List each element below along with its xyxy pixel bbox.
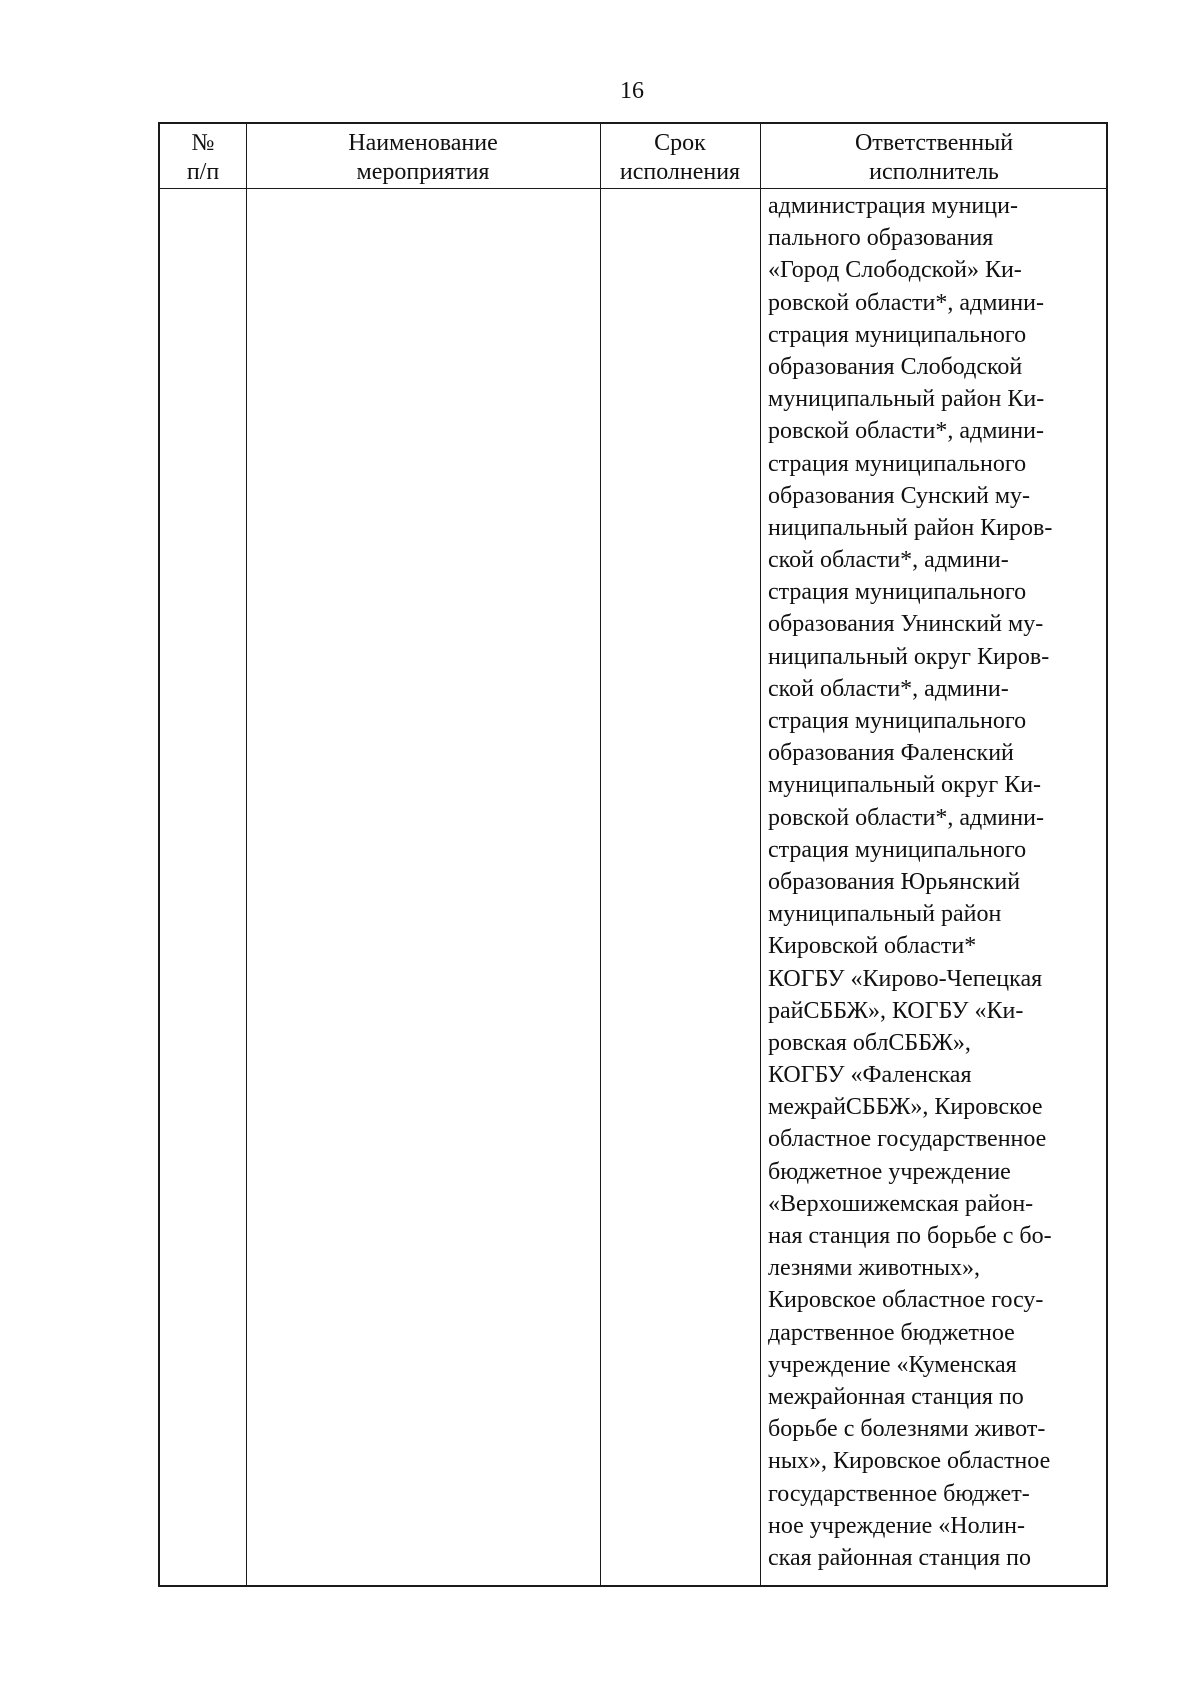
header-deadline-line-1: Срок xyxy=(654,130,706,156)
responsible-text-line: муниципальный район Ки- xyxy=(768,386,1045,413)
responsible-text-line: муниципальный район xyxy=(768,901,1002,928)
header-number-line-2: п/п xyxy=(186,159,220,185)
header-name-line-2: мероприятия xyxy=(356,159,490,185)
responsible-text-line: дарственное бюджетное xyxy=(768,1319,1015,1346)
responsible-text-line: ное учреждение «Нолин- xyxy=(768,1512,1025,1539)
header-divider xyxy=(160,188,1106,189)
responsible-text-line: образования Сунский му- xyxy=(768,482,1031,509)
responsible-text-line: образования Унинский му- xyxy=(768,611,1044,638)
responsible-text-line: ровской области*, админи- xyxy=(768,804,1044,831)
responsible-text-line: ниципальный район Киров- xyxy=(768,514,1053,541)
column-divider-number xyxy=(246,124,247,1585)
responsible-text-line: ровской области*, админи- xyxy=(768,418,1044,445)
responsible-text-line: страция муниципального xyxy=(768,836,1027,863)
responsible-text-line: райСББЖ», КОГБУ «Ки- xyxy=(768,997,1024,1024)
responsible-text-line: Кировской области* xyxy=(768,933,977,960)
responsible-text-line: областное государственное xyxy=(768,1126,1047,1153)
header-responsible-line-1: Ответственный xyxy=(854,130,1014,156)
header-deadline xyxy=(600,128,760,188)
responsible-text-line: пального образования xyxy=(768,225,994,252)
responsible-cell xyxy=(768,190,1106,1574)
responsible-text-line: бюджетное учреждение xyxy=(768,1158,1011,1185)
responsible-text-line: лезнями животных», xyxy=(768,1255,981,1282)
responsible-text-line: страция муниципального xyxy=(768,450,1027,477)
responsible-text-line: ской области*, админи- xyxy=(768,675,1009,702)
responsible-text-line: государственное бюджет- xyxy=(768,1480,1030,1507)
responsible-text-line: образования Юрьянский xyxy=(768,868,1021,895)
column-divider-deadline xyxy=(760,124,761,1585)
responsible-text-line: «Верхошижемская район- xyxy=(768,1190,1034,1217)
header-name xyxy=(246,128,600,188)
responsible-text-line: страция муниципального xyxy=(768,321,1027,348)
responsible-text-line: страция муниципального xyxy=(768,579,1027,606)
responsible-text-line: ровская облСББЖ», xyxy=(768,1029,971,1056)
header-responsible-line-2: исполнитель xyxy=(869,159,999,185)
responsible-text-line: ской области*, админи- xyxy=(768,547,1009,574)
responsible-text-line: образования Слободской xyxy=(768,353,1023,380)
responsible-text-line: ных», Кировское областное xyxy=(768,1448,1051,1475)
responsible-text-line: ская районная станция по xyxy=(768,1544,1032,1571)
responsible-text-line: КОГБУ «Фаленская xyxy=(768,1062,972,1089)
responsible-text-line: муниципальный округ Ки- xyxy=(768,772,1042,799)
responsible-text-line: ная станция по борьбе с бо- xyxy=(768,1223,1052,1249)
responsible-text-line: борьбе с болезнями живот- xyxy=(768,1416,1046,1443)
responsible-text-line: образования Фаленский xyxy=(768,740,1014,767)
header-name-line-1: Наименование xyxy=(348,130,498,156)
responsible-text-line: КОГБУ «Кирово-Чепецкая xyxy=(768,965,1043,992)
responsible-text-line: межрайонная станция по xyxy=(768,1383,1024,1410)
column-divider-name xyxy=(600,124,601,1585)
header-number-line-1: № xyxy=(191,130,215,156)
header-deadline-line-2: исполнения xyxy=(619,159,741,185)
responsible-text-line: межрайСББЖ», Кировское xyxy=(768,1094,1043,1121)
responsible-text-line: ровской области*, админи- xyxy=(768,289,1044,316)
responsible-text-line: ниципальный округ Киров- xyxy=(768,643,1050,670)
responsible-text-line: Кировское областное госу- xyxy=(768,1287,1044,1314)
page-number: 16 xyxy=(620,78,644,104)
responsible-text-line: учреждение «Куменская xyxy=(768,1351,1017,1378)
header-number xyxy=(160,128,246,188)
responsible-text-line: «Город Слободской» Ки- xyxy=(768,257,1022,284)
responsible-text-line: администрация муници- xyxy=(768,193,1018,219)
responsible-text-line: страция муниципального xyxy=(768,708,1027,734)
measures-table xyxy=(158,122,1108,1587)
header-responsible xyxy=(760,128,1108,188)
